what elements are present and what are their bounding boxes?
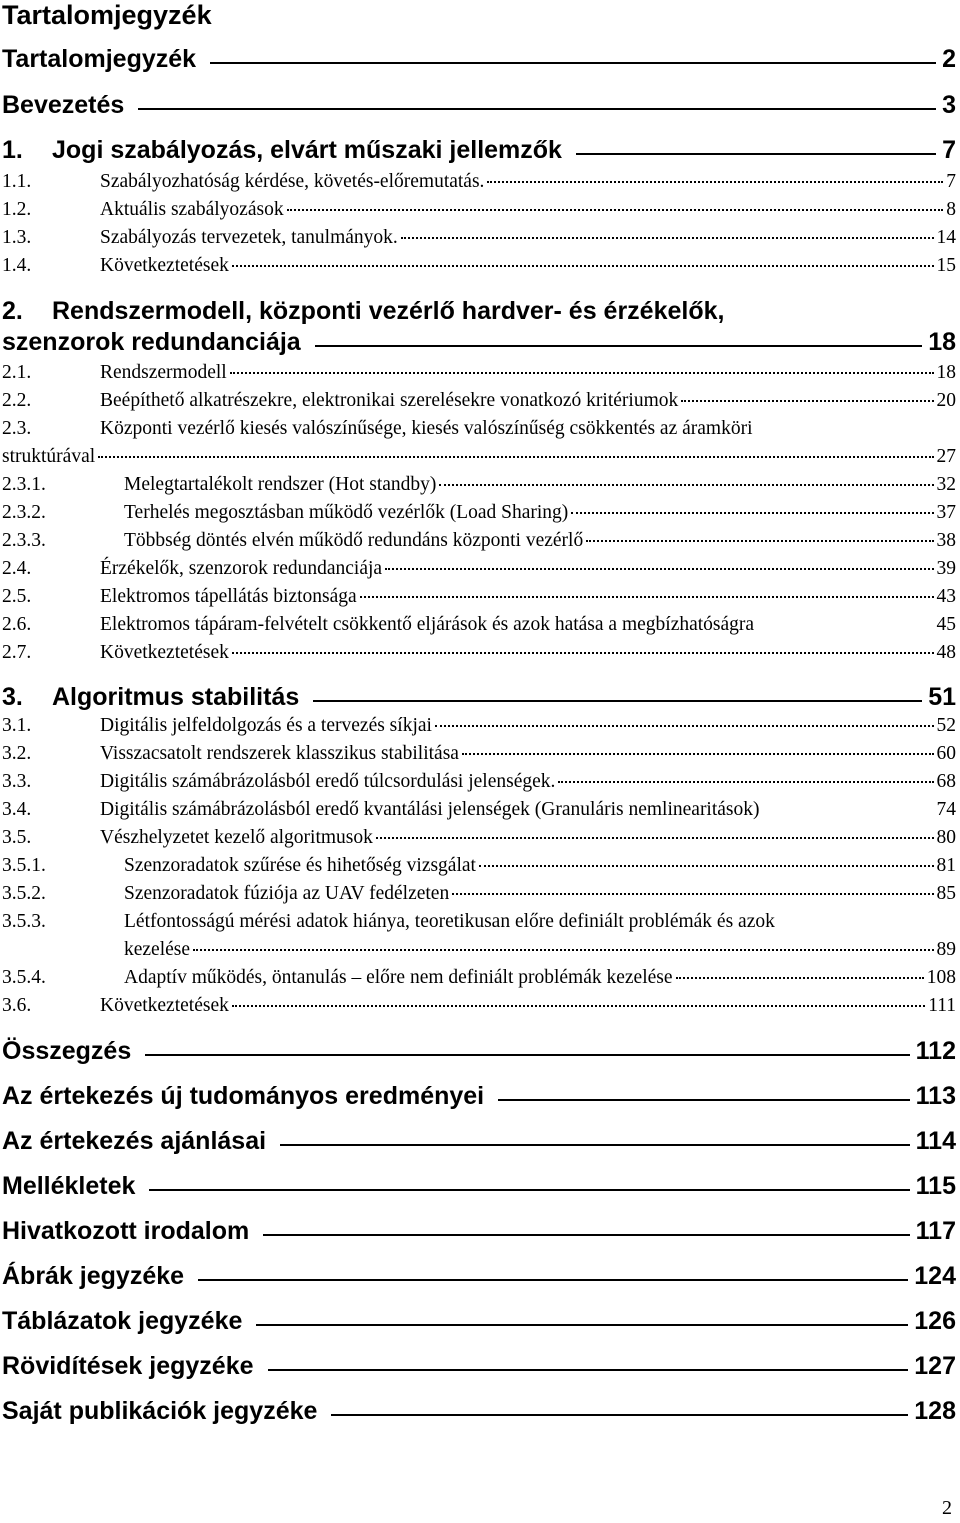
toc-entry-page: 68 <box>936 771 956 792</box>
toc-leader-dots <box>462 753 934 755</box>
toc-leader-rule <box>498 1099 910 1101</box>
toc-entry-page: 108 <box>926 967 956 988</box>
toc-entry-major[interactable] <box>2 1217 956 1246</box>
toc-entry-title: Szabályozás tervezetek, tanulmányok. <box>100 227 398 248</box>
toc-entry[interactable] <box>2 586 956 608</box>
toc-entry-page: 48 <box>936 642 956 663</box>
toc-entry-page: 80 <box>936 827 956 848</box>
toc-entry-number: 3.2. <box>2 743 32 764</box>
toc-entry-page: 37 <box>936 502 956 523</box>
toc-entry[interactable] <box>2 255 956 277</box>
page-number: 2 <box>942 1497 952 1519</box>
toc-entry-page: 38 <box>936 530 956 551</box>
toc-leader-dots <box>232 265 934 267</box>
toc-leader-rule <box>315 345 922 347</box>
toc-entry-page: 18 <box>936 362 956 383</box>
toc-entry-number: 2.3.1. <box>2 474 46 495</box>
toc-entry-page: 14 <box>936 227 956 248</box>
toc-entry-page: 2 <box>942 45 956 73</box>
toc-leader-rule <box>210 62 936 64</box>
toc-leader-dots <box>676 977 924 979</box>
toc-entry-page: 45 <box>936 614 956 635</box>
toc-entry[interactable] <box>2 530 956 552</box>
toc-entry-page: 52 <box>936 715 956 736</box>
toc-entry-major[interactable] <box>2 91 956 120</box>
toc-entry[interactable] <box>2 827 956 849</box>
toc-entry-title: Aktuális szabályozások <box>100 199 284 220</box>
toc-leader-rule <box>149 1189 909 1191</box>
toc-entry-major[interactable] <box>2 1307 956 1336</box>
toc-entry-number: 3.4. <box>2 799 32 820</box>
toc-entry-title: Következtetések <box>100 255 229 276</box>
toc-entry-major[interactable] <box>2 1127 956 1156</box>
toc-entry-title: Összegzés <box>2 1037 132 1065</box>
toc-entry-number: 3.5.2. <box>2 883 46 904</box>
toc-entry-title: Mellékletek <box>2 1172 136 1200</box>
toc-leader-rule <box>576 153 936 155</box>
toc-entry-title: Rövidítések jegyzéke <box>2 1352 254 1380</box>
toc-entry-number: 3.6. <box>2 995 32 1016</box>
toc-entry-number: 2.6. <box>2 614 32 635</box>
toc-entry-page: 85 <box>936 883 956 904</box>
toc-entry-page: 7 <box>942 136 956 164</box>
toc-entry-page: 43 <box>936 586 956 607</box>
toc-entry-title-cont: kezelése <box>124 939 191 960</box>
toc-entry-number: 1.1. <box>2 171 32 192</box>
toc-entry[interactable] <box>2 967 956 989</box>
toc-entry-title: Vészhelyzetet kezelő algoritmusok <box>100 827 373 848</box>
toc-entry-page: 111 <box>928 995 956 1016</box>
toc-entry-page: 112 <box>915 1037 956 1065</box>
toc-entry-chapter[interactable] <box>2 136 956 165</box>
toc-leader-dots <box>681 400 933 402</box>
toc-entry-title: Terhelés megosztásban működő vezérlők (Load Sharing) <box>124 502 569 523</box>
toc-leader-rule <box>198 1279 908 1281</box>
toc-entry-major[interactable] <box>2 1352 956 1381</box>
toc-entry-title: Érzékelők, szenzorok redundanciája <box>100 558 383 579</box>
toc-entry-title: Elektromos tápellátás biztonsága <box>100 586 357 607</box>
toc-entry[interactable] <box>2 855 956 877</box>
toc-entry[interactable] <box>2 474 956 496</box>
toc-entry-title: Többség döntés elvén működő redundáns központi vezérlő <box>124 530 584 551</box>
toc-leader-rule <box>263 1234 909 1236</box>
toc-entry-cont[interactable] <box>2 446 956 468</box>
toc-entry-page: 114 <box>915 1127 956 1155</box>
toc-entry-number: 3.3. <box>2 771 32 792</box>
toc-entry-title: Rendszermodell <box>100 362 227 383</box>
toc-entry-number: 3.5. <box>2 827 32 848</box>
toc-entry-page: 3 <box>942 91 956 119</box>
toc-leader-rule <box>256 1324 908 1326</box>
toc-entry-number: 2.7. <box>2 642 32 663</box>
toc-leader-dots <box>287 209 944 211</box>
toc-entry[interactable] <box>2 743 956 765</box>
toc-entry-page: 20 <box>936 390 956 411</box>
toc-entry-page: 115 <box>915 1172 956 1200</box>
toc-entry-major[interactable] <box>2 1172 956 1201</box>
toc-entry-page: 126 <box>914 1307 956 1335</box>
toc-entry-number: 2.2. <box>2 390 32 411</box>
toc-leader-dots <box>487 181 943 183</box>
toc-entry-number: 2.3. <box>2 418 32 439</box>
toc-entry-number: 2.3.3. <box>2 530 46 551</box>
toc-entry-title: Melegtartalékolt rendszer (Hot standby) <box>124 474 437 495</box>
toc-entry-title: Hivatkozott irodalom <box>2 1217 250 1245</box>
toc-entry-number: 3.5.4. <box>2 967 46 988</box>
toc-entry-title: Algoritmus stabilitás <box>52 683 300 711</box>
toc-entry-title: Az értekezés új tudományos eredményei <box>2 1082 485 1110</box>
toc-entry-page: 117 <box>915 1217 956 1245</box>
toc-entry-number: 2.4. <box>2 558 32 579</box>
toc-entry-page: 8 <box>946 199 956 220</box>
toc-entry-page: 124 <box>914 1262 956 1290</box>
toc-leader-dots <box>376 837 934 839</box>
toc-leader-rule <box>268 1369 909 1371</box>
toc-entry-page: 51 <box>928 683 956 711</box>
toc-entry-number: 3.1. <box>2 715 32 736</box>
toc-leader-rule <box>145 1054 909 1056</box>
toc-leader-dots <box>571 512 933 514</box>
toc-entry-page: 27 <box>936 446 956 467</box>
toc-leader-dots <box>232 652 934 654</box>
toc-entry-title: Digitális jelfeldolgozás és a tervezés síkjai <box>100 715 432 736</box>
toc-entry-page: 113 <box>915 1082 956 1110</box>
toc-entry-title: Digitális számábrázolásból eredő kvantálási jelenségek (Granuláris nemlinearitások) <box>100 799 760 820</box>
toc-leader-dots <box>435 725 934 727</box>
toc-entry-page: 81 <box>936 855 956 876</box>
toc-entry-number: 1. <box>2 136 23 164</box>
toc-entry-title: Elektromos tápáram-felvételt csökkentő eljárások és azok hatása a megbízhatóságra <box>100 614 755 635</box>
toc-leader-dots <box>439 484 933 486</box>
toc-leader-dots <box>479 865 934 867</box>
toc-entry-page: 60 <box>936 743 956 764</box>
toc-entry-number: 1.3. <box>2 227 32 248</box>
toc-leader-rule <box>138 108 936 110</box>
toc-entry[interactable] <box>2 911 775 933</box>
toc-entry[interactable] <box>2 502 956 524</box>
toc-entry-title: Digitális számábrázolásból eredő túlcsordulási jelenségek. <box>100 771 556 792</box>
toc-entry[interactable] <box>2 614 956 636</box>
toc-entry[interactable] <box>2 171 956 193</box>
toc-entry[interactable] <box>2 227 956 249</box>
toc-leader-dots <box>401 237 934 239</box>
toc-entry-title: Következtetések <box>100 642 229 663</box>
toc-leader-rule <box>313 700 922 702</box>
toc-entry-chapter[interactable] <box>2 683 956 712</box>
toc-leader-rule <box>280 1144 910 1146</box>
toc-entry-page: 15 <box>936 255 956 276</box>
toc-entry-title: Következtetések <box>100 995 229 1016</box>
toc-entry-page: 39 <box>936 558 956 579</box>
toc-entry-major[interactable] <box>2 1037 956 1066</box>
toc-entry-title: Központi vezérlő kiesés valószínűsége, kiesés valószínűség csökkentés az áramköri <box>100 418 753 439</box>
toc-entry-title: Bevezetés <box>2 91 125 119</box>
toc-entry[interactable] <box>2 883 956 905</box>
toc-entry-number: 2.5. <box>2 586 32 607</box>
toc-entry-number: 2. <box>2 297 23 325</box>
toc-leader-dots <box>193 949 933 951</box>
toc-entry-title: Ábrák jegyzéke <box>2 1262 185 1290</box>
page-heading: Tartalomjegyzék <box>2 0 212 30</box>
toc-entry-title: Táblázatok jegyzéke <box>2 1307 243 1335</box>
toc-entry-page: 89 <box>936 939 956 960</box>
toc-entry-major[interactable] <box>2 45 956 74</box>
toc-entry[interactable] <box>2 799 956 821</box>
toc-entry-title: Szenzoradatok fúziója az UAV fedélzeten <box>124 883 450 904</box>
toc-entry-chapter[interactable] <box>2 297 724 326</box>
toc-entry-title: Szenzoradatok szűrése és hihetőség vizsgálat <box>124 855 476 876</box>
toc-entry-title: Az értekezés ajánlásai <box>2 1127 267 1155</box>
toc-leader-dots <box>452 893 933 895</box>
toc-leader-dots <box>586 540 933 542</box>
toc-entry-page: 18 <box>928 328 956 356</box>
toc-entry-title: Jogi szabályozás, elvárt műszaki jellemzők <box>52 136 562 164</box>
toc-entry-number: 2.3.2. <box>2 502 46 523</box>
toc-entry-title: Beépíthető alkatrészekre, elektronikai szerelésekre vonatkozó kritériumok <box>100 390 679 411</box>
toc-entry-title: Saját publikációk jegyzéke <box>2 1397 318 1425</box>
toc-entry-title: Visszacsatolt rendszerek klasszikus stabilitása <box>100 743 459 764</box>
toc-entry-number: 2.1. <box>2 362 32 383</box>
toc-entry[interactable] <box>2 418 753 440</box>
toc-leader-dots <box>360 596 934 598</box>
toc-entry-title: Adaptív működés, öntanulás – előre nem definiált problémák kezelése <box>124 967 673 988</box>
toc-entry-number: 1.4. <box>2 255 32 276</box>
toc-entry-title: Rendszermodell, központi vezérlő hardver- és érzékelők, <box>52 297 725 325</box>
toc-leader-dots <box>232 1005 925 1007</box>
toc-leader-dots <box>230 372 934 374</box>
toc-leader-dots <box>98 456 933 458</box>
toc-entry-page: 128 <box>914 1397 956 1425</box>
toc-entry[interactable] <box>2 995 956 1017</box>
toc-entry-cont[interactable] <box>124 939 956 961</box>
toc-entry[interactable] <box>2 771 956 793</box>
toc-entry-chapter-cont[interactable] <box>2 328 956 357</box>
toc-entry-title: Létfontosságú mérési adatok hiánya, teoretikusan előre definiált problémák és azok <box>124 911 775 932</box>
toc-entry[interactable] <box>2 558 956 580</box>
toc-entry-major[interactable] <box>2 1262 956 1291</box>
toc-leader-dots <box>558 781 933 783</box>
toc-entry-title-cont: szenzorok redundanciája <box>2 328 301 356</box>
toc-entry-major[interactable] <box>2 1397 956 1426</box>
toc-entry-number: 3.5.3. <box>2 911 46 932</box>
toc-entry[interactable] <box>2 715 956 737</box>
toc-entry-number: 1.2. <box>2 199 32 220</box>
toc-entry[interactable] <box>2 390 956 412</box>
toc-entry-major[interactable] <box>2 1082 956 1111</box>
toc-entry-title: Szabályozhatóság kérdése, követés-előremutatás. <box>100 171 485 192</box>
toc-entry-page: 7 <box>946 171 956 192</box>
toc-entry[interactable] <box>2 362 956 384</box>
toc-entry[interactable] <box>2 199 956 221</box>
toc-entry-page: 127 <box>914 1352 956 1380</box>
toc-leader-dots <box>385 568 933 570</box>
toc-entry[interactable] <box>2 642 956 664</box>
toc-entry-page: 32 <box>936 474 956 495</box>
toc-entry-title: Tartalomjegyzék <box>2 45 197 73</box>
toc-entry-number: 3. <box>2 683 23 711</box>
toc-leader-rule <box>331 1414 908 1416</box>
toc-entry-number: 3.5.1. <box>2 855 46 876</box>
toc-entry-title-cont: struktúrával <box>2 446 96 467</box>
toc-entry-page: 74 <box>936 799 956 820</box>
